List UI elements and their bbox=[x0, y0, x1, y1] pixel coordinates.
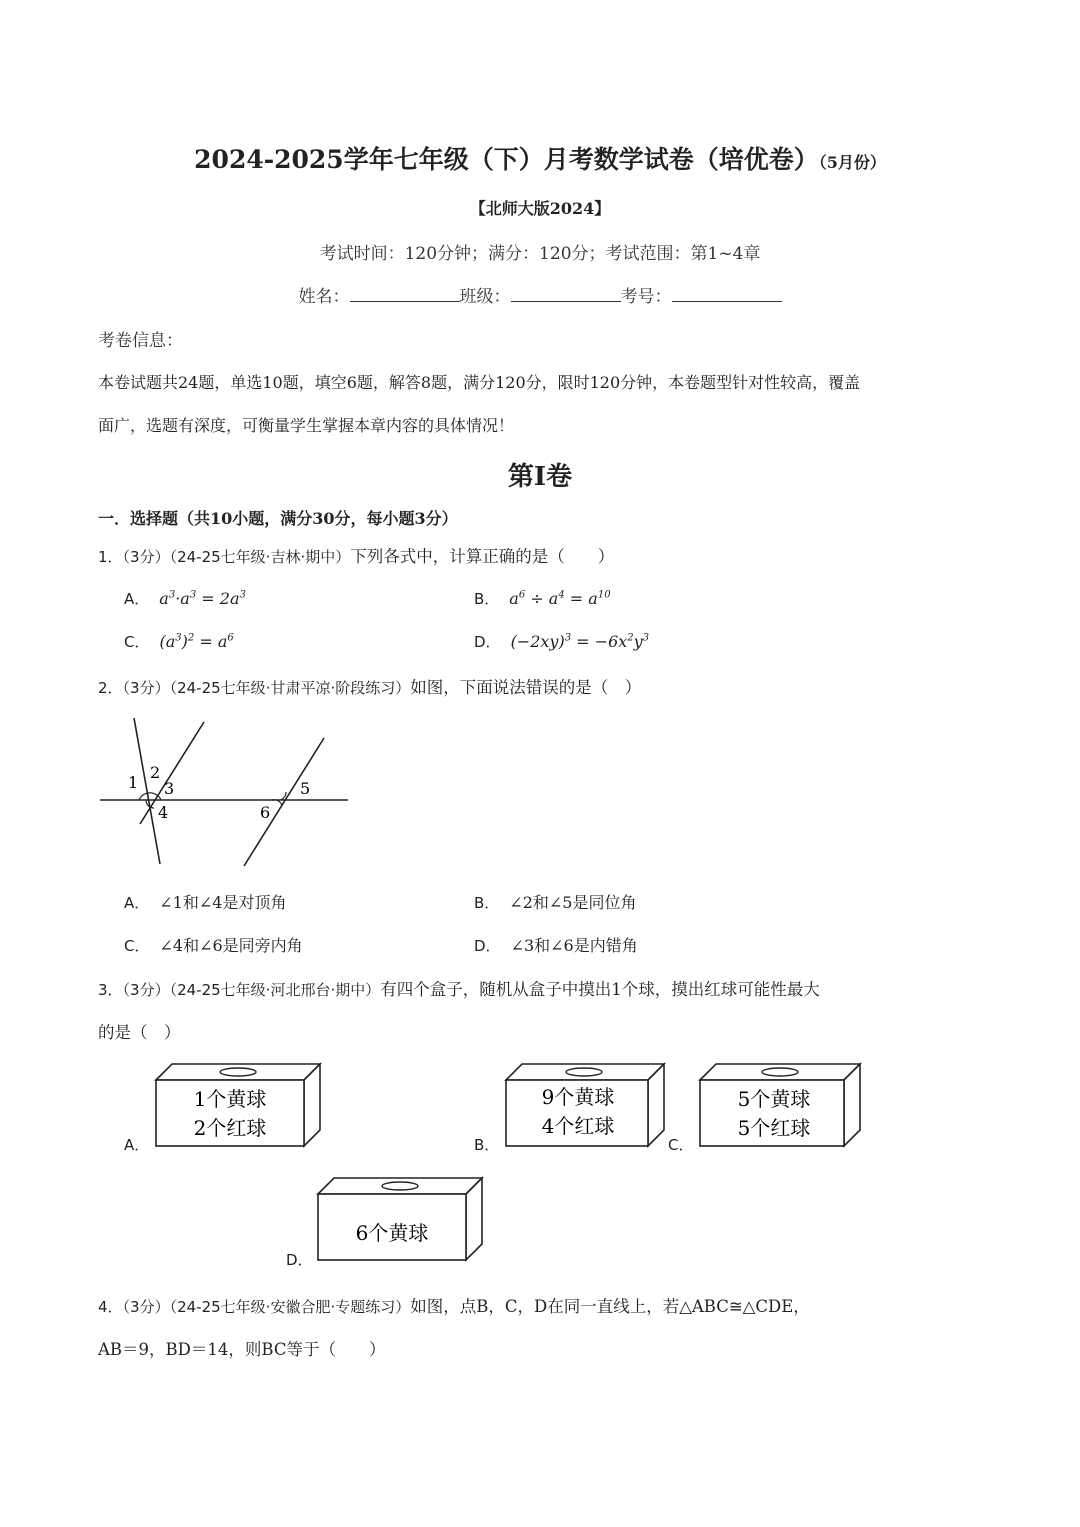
q3-stem-line-2: 的是（ ） bbox=[98, 1023, 181, 1042]
box-a-line-1: 1个黄球 bbox=[193, 1087, 267, 1111]
q1-option-c-label: C． bbox=[124, 633, 150, 651]
q2-figure bbox=[96, 712, 356, 872]
id-label: 考号： bbox=[620, 287, 672, 307]
volume-title: 第Ⅰ卷 bbox=[507, 462, 573, 492]
q2-option-d-text: ∠3和∠6是内错角 bbox=[510, 936, 638, 955]
q1-option-a[interactable] bbox=[124, 588, 246, 609]
q1-option-b-expr: $a^6 \div a^4 = a^{10}$ bbox=[509, 589, 611, 608]
q2-stem: 如图，下面说法错误的是（ ） bbox=[410, 678, 642, 697]
section-heading: 一．选择题（共10小题，满分30分，每小题3分） bbox=[98, 509, 458, 528]
q1-option-b-label: B． bbox=[474, 590, 500, 608]
edition-label: 【北师大版2024】 bbox=[469, 199, 611, 218]
q4-source: （24-25七年级·安徽合肥·专题练习） bbox=[169, 1298, 411, 1316]
q4-number: 4． bbox=[98, 1298, 123, 1316]
class-label: 班级： bbox=[459, 287, 511, 307]
q4-stem-line-1: 如图，点B，C，D在同一直线上，若△ABC≅△CDE， bbox=[410, 1297, 810, 1316]
question-1 bbox=[98, 543, 614, 567]
q2-line-up-right bbox=[244, 738, 324, 866]
info-line-2: 面广，选题有深度，可衡量学生掌握本章内容的具体情况！ bbox=[98, 416, 515, 435]
q3-source: （24-25七年级·河北邢台·期中） bbox=[169, 981, 381, 999]
q3-option-c-label[interactable]: C． bbox=[668, 1136, 694, 1154]
title-suffix: （5月份） bbox=[818, 153, 886, 172]
q2-score: （3分） bbox=[122, 679, 170, 697]
q2-option-c-text: ∠4和∠6是同旁内角 bbox=[159, 936, 303, 955]
angle-label-3: 3 bbox=[164, 779, 175, 798]
id-blank[interactable] bbox=[672, 283, 782, 302]
name-label: 姓名： bbox=[298, 287, 350, 307]
question-4 bbox=[98, 1293, 810, 1317]
q3-option-a-label[interactable]: A． bbox=[124, 1136, 150, 1154]
q2-option-b-text: ∠2和∠5是同位角 bbox=[509, 893, 637, 912]
q3-option-b-label[interactable]: B． bbox=[474, 1136, 500, 1154]
q1-stem: 下列各式中，计算正确的是（ ） bbox=[350, 547, 615, 566]
title-main: 2024-2025学年七年级（下）月考数学试卷（培优卷） bbox=[194, 145, 819, 174]
q2-option-a-label: A． bbox=[124, 894, 150, 912]
q1-number: 1． bbox=[98, 548, 123, 566]
angle-label-2: 2 bbox=[150, 763, 161, 782]
q2-option-d[interactable] bbox=[474, 933, 638, 956]
box-b-line-2: 4个红球 bbox=[541, 1114, 615, 1138]
exam-title bbox=[0, 140, 1080, 176]
q3-score: （3分） bbox=[122, 981, 170, 999]
q2-option-c-label: C． bbox=[124, 937, 150, 955]
box-d-line-1: 6个黄球 bbox=[355, 1221, 429, 1245]
q3-box-a[interactable] bbox=[150, 1058, 325, 1150]
angle-label-4: 4 bbox=[158, 803, 169, 822]
q1-source: （24-25七年级·吉林·期中） bbox=[169, 548, 351, 566]
q3-option-d-label[interactable]: D． bbox=[286, 1251, 313, 1269]
q4-score: （3分） bbox=[122, 1298, 170, 1316]
q1-option-c[interactable] bbox=[124, 631, 234, 652]
info-label: 考卷信息： bbox=[98, 331, 183, 351]
q2-option-d-label: D． bbox=[474, 937, 501, 955]
q2-option-c[interactable] bbox=[124, 933, 303, 956]
box-b-line-1: 9个黄球 bbox=[541, 1085, 615, 1109]
angle-label-6: 6 bbox=[260, 803, 271, 822]
q3-box-c[interactable] bbox=[694, 1058, 866, 1150]
q1-option-a-label: A． bbox=[124, 590, 150, 608]
q1-option-c-expr: $(a^3)^2 = a^6$ bbox=[159, 632, 234, 651]
q1-option-a-expr: $a^3\cdot a^3 = 2a^3$ bbox=[159, 589, 246, 608]
q2-source: （24-25七年级·甘肃平凉·阶段练习） bbox=[169, 679, 411, 697]
q4-stem-line-2: AB＝9，BD＝14，则BC等于（ ） bbox=[98, 1340, 386, 1359]
q2-option-a[interactable] bbox=[124, 890, 286, 913]
angle-label-1: 1 bbox=[128, 773, 139, 792]
angle-label-5: 5 bbox=[300, 779, 311, 798]
question-2 bbox=[98, 674, 641, 698]
q3-box-d[interactable] bbox=[312, 1172, 487, 1264]
name-blank[interactable] bbox=[350, 283, 460, 302]
q2-number: 2． bbox=[98, 679, 123, 697]
box-c-line-2: 5个红球 bbox=[737, 1116, 811, 1140]
q1-option-b[interactable] bbox=[474, 588, 611, 609]
question-3 bbox=[98, 976, 820, 1000]
info-line-1: 本卷试题共24题，单选10题，填空6题，解答8题，满分120分，限时120分钟，本卷题型针对性较高，覆盖 bbox=[98, 373, 861, 392]
q2-option-b[interactable] bbox=[474, 890, 636, 913]
q2-option-b-label: B． bbox=[474, 894, 500, 912]
q1-score: （3分） bbox=[122, 548, 170, 566]
exam-meta: 考试时间：120分钟；满分：120分；考试范围：第1~4章 bbox=[319, 244, 761, 264]
q2-option-a-text: ∠1和∠4是对顶角 bbox=[159, 893, 287, 912]
box-c-line-1: 5个黄球 bbox=[737, 1087, 811, 1111]
q3-box-b[interactable] bbox=[500, 1058, 670, 1150]
q3-number: 3． bbox=[98, 981, 123, 999]
student-fields bbox=[0, 282, 1080, 307]
box-a-line-2: 2个红球 bbox=[193, 1116, 267, 1140]
class-blank[interactable] bbox=[511, 283, 621, 302]
q1-option-d[interactable] bbox=[474, 631, 649, 652]
q1-option-d-expr: $(-2xy)^3 = -6x^2y^3$ bbox=[510, 632, 650, 651]
q3-stem-line-1: 有四个盒子，随机从盒子中摸出1个球，摸出红球可能性最大 bbox=[380, 980, 820, 999]
q1-option-d-label: D． bbox=[474, 633, 501, 651]
